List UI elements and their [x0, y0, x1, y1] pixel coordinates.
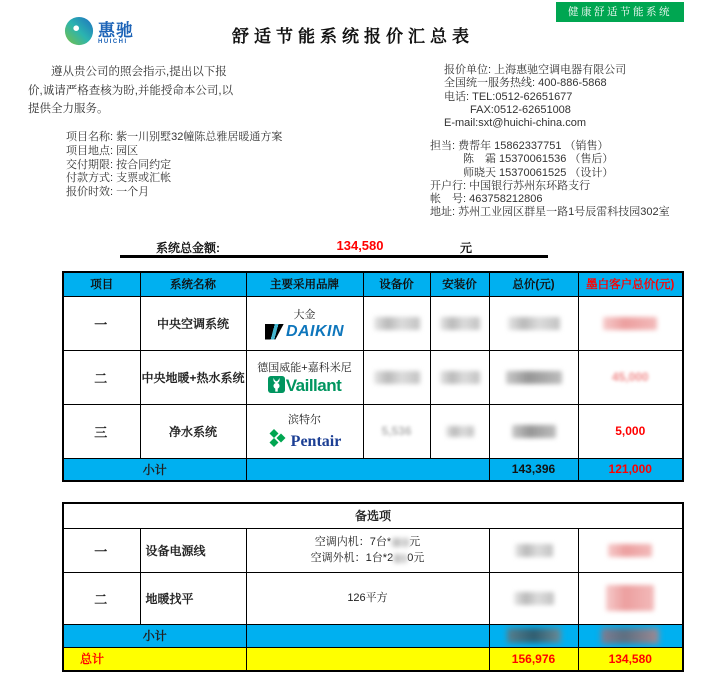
project-name-line: 项目名称: 紫一川别墅32幢陈总雅居暖通方案	[66, 131, 283, 143]
redacted-total-price	[512, 425, 556, 438]
daikin-flag-icon	[265, 324, 284, 340]
options-subtotal-row	[63, 624, 683, 647]
redacted-unit-price	[393, 554, 407, 563]
grand-total-amount: 134,580	[336, 238, 384, 253]
project-payment-line: 付款方式: 支票或汇帐	[66, 172, 172, 185]
sales-contact-line: 担当: 费帮年 15862337751 （销售）	[430, 140, 609, 152]
table-row-power-cable	[63, 528, 683, 572]
subtotal-row	[63, 458, 683, 481]
address-line: 地址: 苏州工业园区群星一路1号辰雷科技园302室	[430, 206, 670, 219]
col-header-device-price: 设备价	[363, 272, 430, 296]
options-title-row	[63, 503, 683, 528]
blurred-customer-total: 45,000	[611, 370, 649, 384]
row-no: 一	[63, 528, 140, 572]
col-header-brand: 主要采用品牌	[246, 272, 363, 296]
redacted-total-price	[515, 544, 553, 557]
option-name: 设备电源线	[140, 528, 246, 572]
option-description: 空调内机：7台* 元 空调外机：1台*2 0元	[310, 536, 425, 564]
system-name: 净水系统	[140, 404, 246, 458]
company-line: 报价单位: 上海惠驰空调电器有限公司	[444, 64, 627, 76]
grand-total-label: 系统总金额:	[156, 241, 220, 255]
daikin-logo: DAIKIN	[265, 323, 344, 341]
redacted-install-price	[440, 317, 480, 330]
subtotal-label: 小计	[63, 458, 246, 481]
service-contact-line: 陈 霜 15370061536 （售后）	[463, 153, 614, 166]
account-line: 帐 号: 463758212806	[430, 193, 543, 206]
system-name: 中央空调系统	[140, 296, 246, 350]
quote-table-header-row	[63, 272, 683, 296]
table-row-hvac	[63, 296, 683, 350]
table-row-floor-heating	[63, 350, 683, 404]
pentair-diamonds-icon	[268, 428, 288, 451]
redacted-customer-total	[608, 544, 652, 557]
redacted-total-price	[514, 592, 554, 605]
options-table	[62, 502, 684, 672]
col-header-install-price: 安装价	[430, 272, 489, 296]
pentair-logo: Pentair	[268, 428, 342, 451]
col-header-customer-total: 墨白客户总价(元)	[578, 272, 683, 296]
system-name: 中央地暖+热水系统	[140, 350, 246, 404]
brand-label: 德国威能+嘉科米尼	[257, 361, 352, 374]
vaillant-logo: Vaillant	[268, 376, 342, 396]
blurred-device-price: 5,536	[381, 424, 412, 438]
row-no: 二	[63, 350, 140, 404]
brand-cell-vaillant	[247, 351, 363, 404]
redacted-customer-total	[603, 317, 657, 330]
design-contact-line: 师晓天 15370061525 （设计）	[463, 166, 614, 179]
grand-customer-total-value: 134,580	[578, 647, 683, 671]
table-row-floor-leveling	[63, 572, 683, 624]
row-no: 二	[63, 572, 140, 624]
redacted-subtotal-customer	[601, 628, 659, 644]
redacted-customer-total	[606, 585, 654, 611]
option-name: 地暖找平	[140, 572, 246, 624]
col-header-system: 系统名称	[140, 272, 246, 296]
email-line: E-mail:sxt@huichi-china.com	[444, 117, 586, 130]
grand-total-unit: 元	[460, 241, 473, 255]
redacted-unit-price	[391, 538, 409, 547]
hotline-line: 全国统一服务热线: 400-886-5868	[444, 77, 607, 90]
brand-cell-daikin	[247, 297, 363, 350]
redacted-total-price	[508, 317, 560, 330]
subtotal-total: 143,396	[489, 458, 578, 481]
redacted-subtotal	[507, 628, 561, 643]
brand-label: 大金	[293, 308, 316, 321]
redacted-device-price	[374, 317, 420, 330]
table-row-water-purification	[63, 404, 683, 458]
logo-brand-en: HUICHI	[98, 39, 128, 45]
project-delivery-line: 交付期限: 按合同约定	[66, 158, 172, 171]
brand-label: 滨特尔	[288, 414, 321, 426]
fax-line: FAX:0512-62651008	[470, 103, 571, 116]
option-description: 126平方	[347, 592, 388, 604]
vaillant-shield-icon	[268, 376, 285, 396]
options-title: 备选项	[63, 503, 683, 528]
grand-total-row	[63, 647, 683, 671]
row-no: 一	[63, 296, 140, 350]
grand-total-underline	[120, 255, 548, 258]
tel-line: 电话: TEL:0512-62651677	[444, 90, 573, 103]
intro-paragraph: 遵从贵公司的照会指示,提出以下报价,诚请严格查核为盼,并能授命本公司,以提供全力服务。	[28, 66, 234, 115]
project-site-line: 项目地点: 园区	[66, 144, 139, 157]
col-header-total: 总价(元)	[489, 272, 578, 296]
logo-brand-cn: 惠驰	[98, 21, 134, 40]
subtotal-label: 小计	[63, 624, 246, 647]
customer-total: 5,000	[578, 404, 683, 458]
redacted-device-price	[374, 371, 420, 384]
slogan-badge: 健康舒适节能系统	[556, 2, 684, 22]
brand-cell-pentair	[247, 405, 363, 458]
staff-info	[430, 140, 670, 220]
subtotal-customer-total: 121,000	[578, 458, 683, 481]
quote-table	[62, 271, 684, 482]
grand-total-row-label: 总计	[63, 647, 246, 671]
page-title: 舒适节能系统报价汇总表	[232, 27, 474, 46]
contact-info	[444, 64, 626, 130]
project-validity-line: 报价时效: 一个月	[66, 186, 150, 199]
row-no: 三	[63, 404, 140, 458]
col-header-item: 项目	[63, 272, 140, 296]
project-info	[66, 131, 282, 200]
grand-total-value: 156,976	[489, 647, 578, 671]
bank-line: 开户行: 中国银行苏州东环路支行	[430, 179, 591, 192]
redacted-install-price	[440, 371, 480, 384]
redacted-install-price	[446, 426, 474, 437]
redacted-total-price	[506, 371, 562, 384]
